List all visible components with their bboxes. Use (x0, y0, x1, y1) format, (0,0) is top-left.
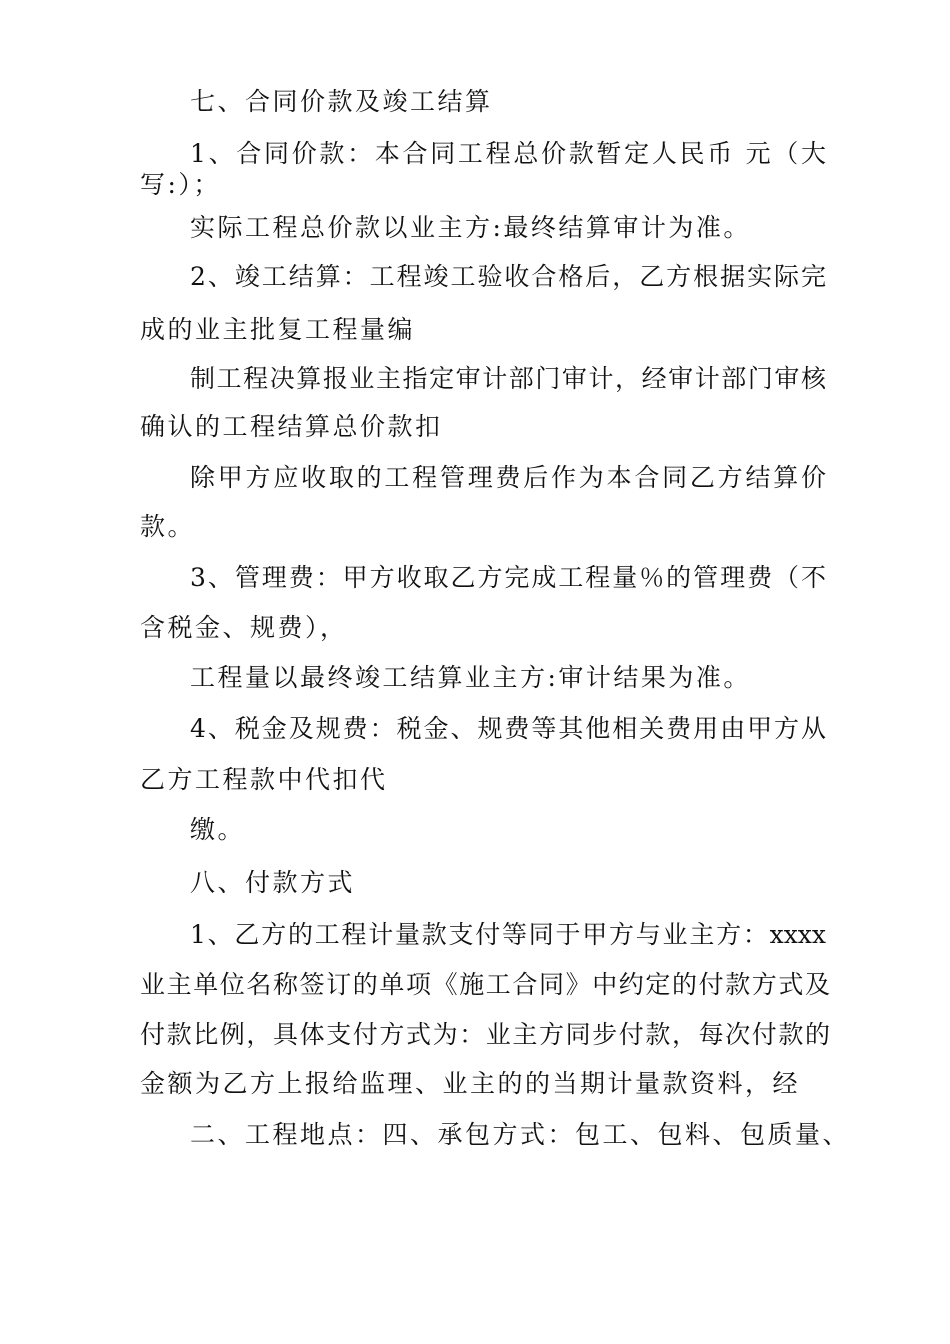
paragraph-line: 缴。 (190, 815, 246, 844)
paragraph-line: 二、工程地点：四、承包方式：包工、包料、包质量、 (190, 1120, 851, 1149)
paragraph-line: 含税金、规费）， (140, 613, 348, 642)
paragraph-line: 2、竣工结算：工程竣工验收合格后，乙方根据实际完 (190, 262, 826, 291)
paragraph-line: 实际工程总价款以业主方:最终结算审计为准。 (190, 213, 751, 242)
paragraph-line: 乙方工程款中代扣代 (140, 765, 388, 794)
paragraph-line: 业主单位名称签订的单项《施工合同》中约定的付款方式及 (140, 970, 830, 999)
section-heading-payment-method: 八、付款方式 (190, 868, 356, 897)
paragraph-line: 款。 (140, 512, 196, 541)
paragraph-line: 制工程决算报业主指定审计部门审计，经审计部门审核 (190, 364, 826, 393)
paragraph-line: 写:）； (140, 170, 221, 199)
paragraph-line: 除甲方应收取的工程管理费后作为本合同乙方结算价 (190, 463, 826, 492)
paragraph-line: 4、税金及规费：税金、规费等其他相关费用由甲方从 (190, 714, 826, 743)
section-heading-contract-price: 七、合同价款及竣工结算 (190, 87, 493, 116)
paragraph-line: 3、管理费：甲方收取乙方完成工程量％的管理费（不 (190, 563, 826, 592)
paragraph-line: 1、乙方的工程计量款支付等同于甲方与业主方：xxxx (190, 920, 826, 949)
paragraph-line: 工程量以最终竣工结算业主方:审计结果为准。 (190, 663, 751, 692)
paragraph-line: 成的业主批复工程量编 (140, 315, 416, 344)
paragraph-line: 1、合同价款：本合同工程总价款暂定人民币 元（大 (190, 139, 826, 168)
paragraph-line: 付款比例，具体支付方式为：业主方同步付款，每次付款的 (140, 1020, 830, 1049)
paragraph-line: 确认的工程结算总价款扣 (140, 412, 443, 441)
paragraph-line: 金额为乙方上报给监理、业主的的当期计量款资料，经 (140, 1069, 801, 1098)
